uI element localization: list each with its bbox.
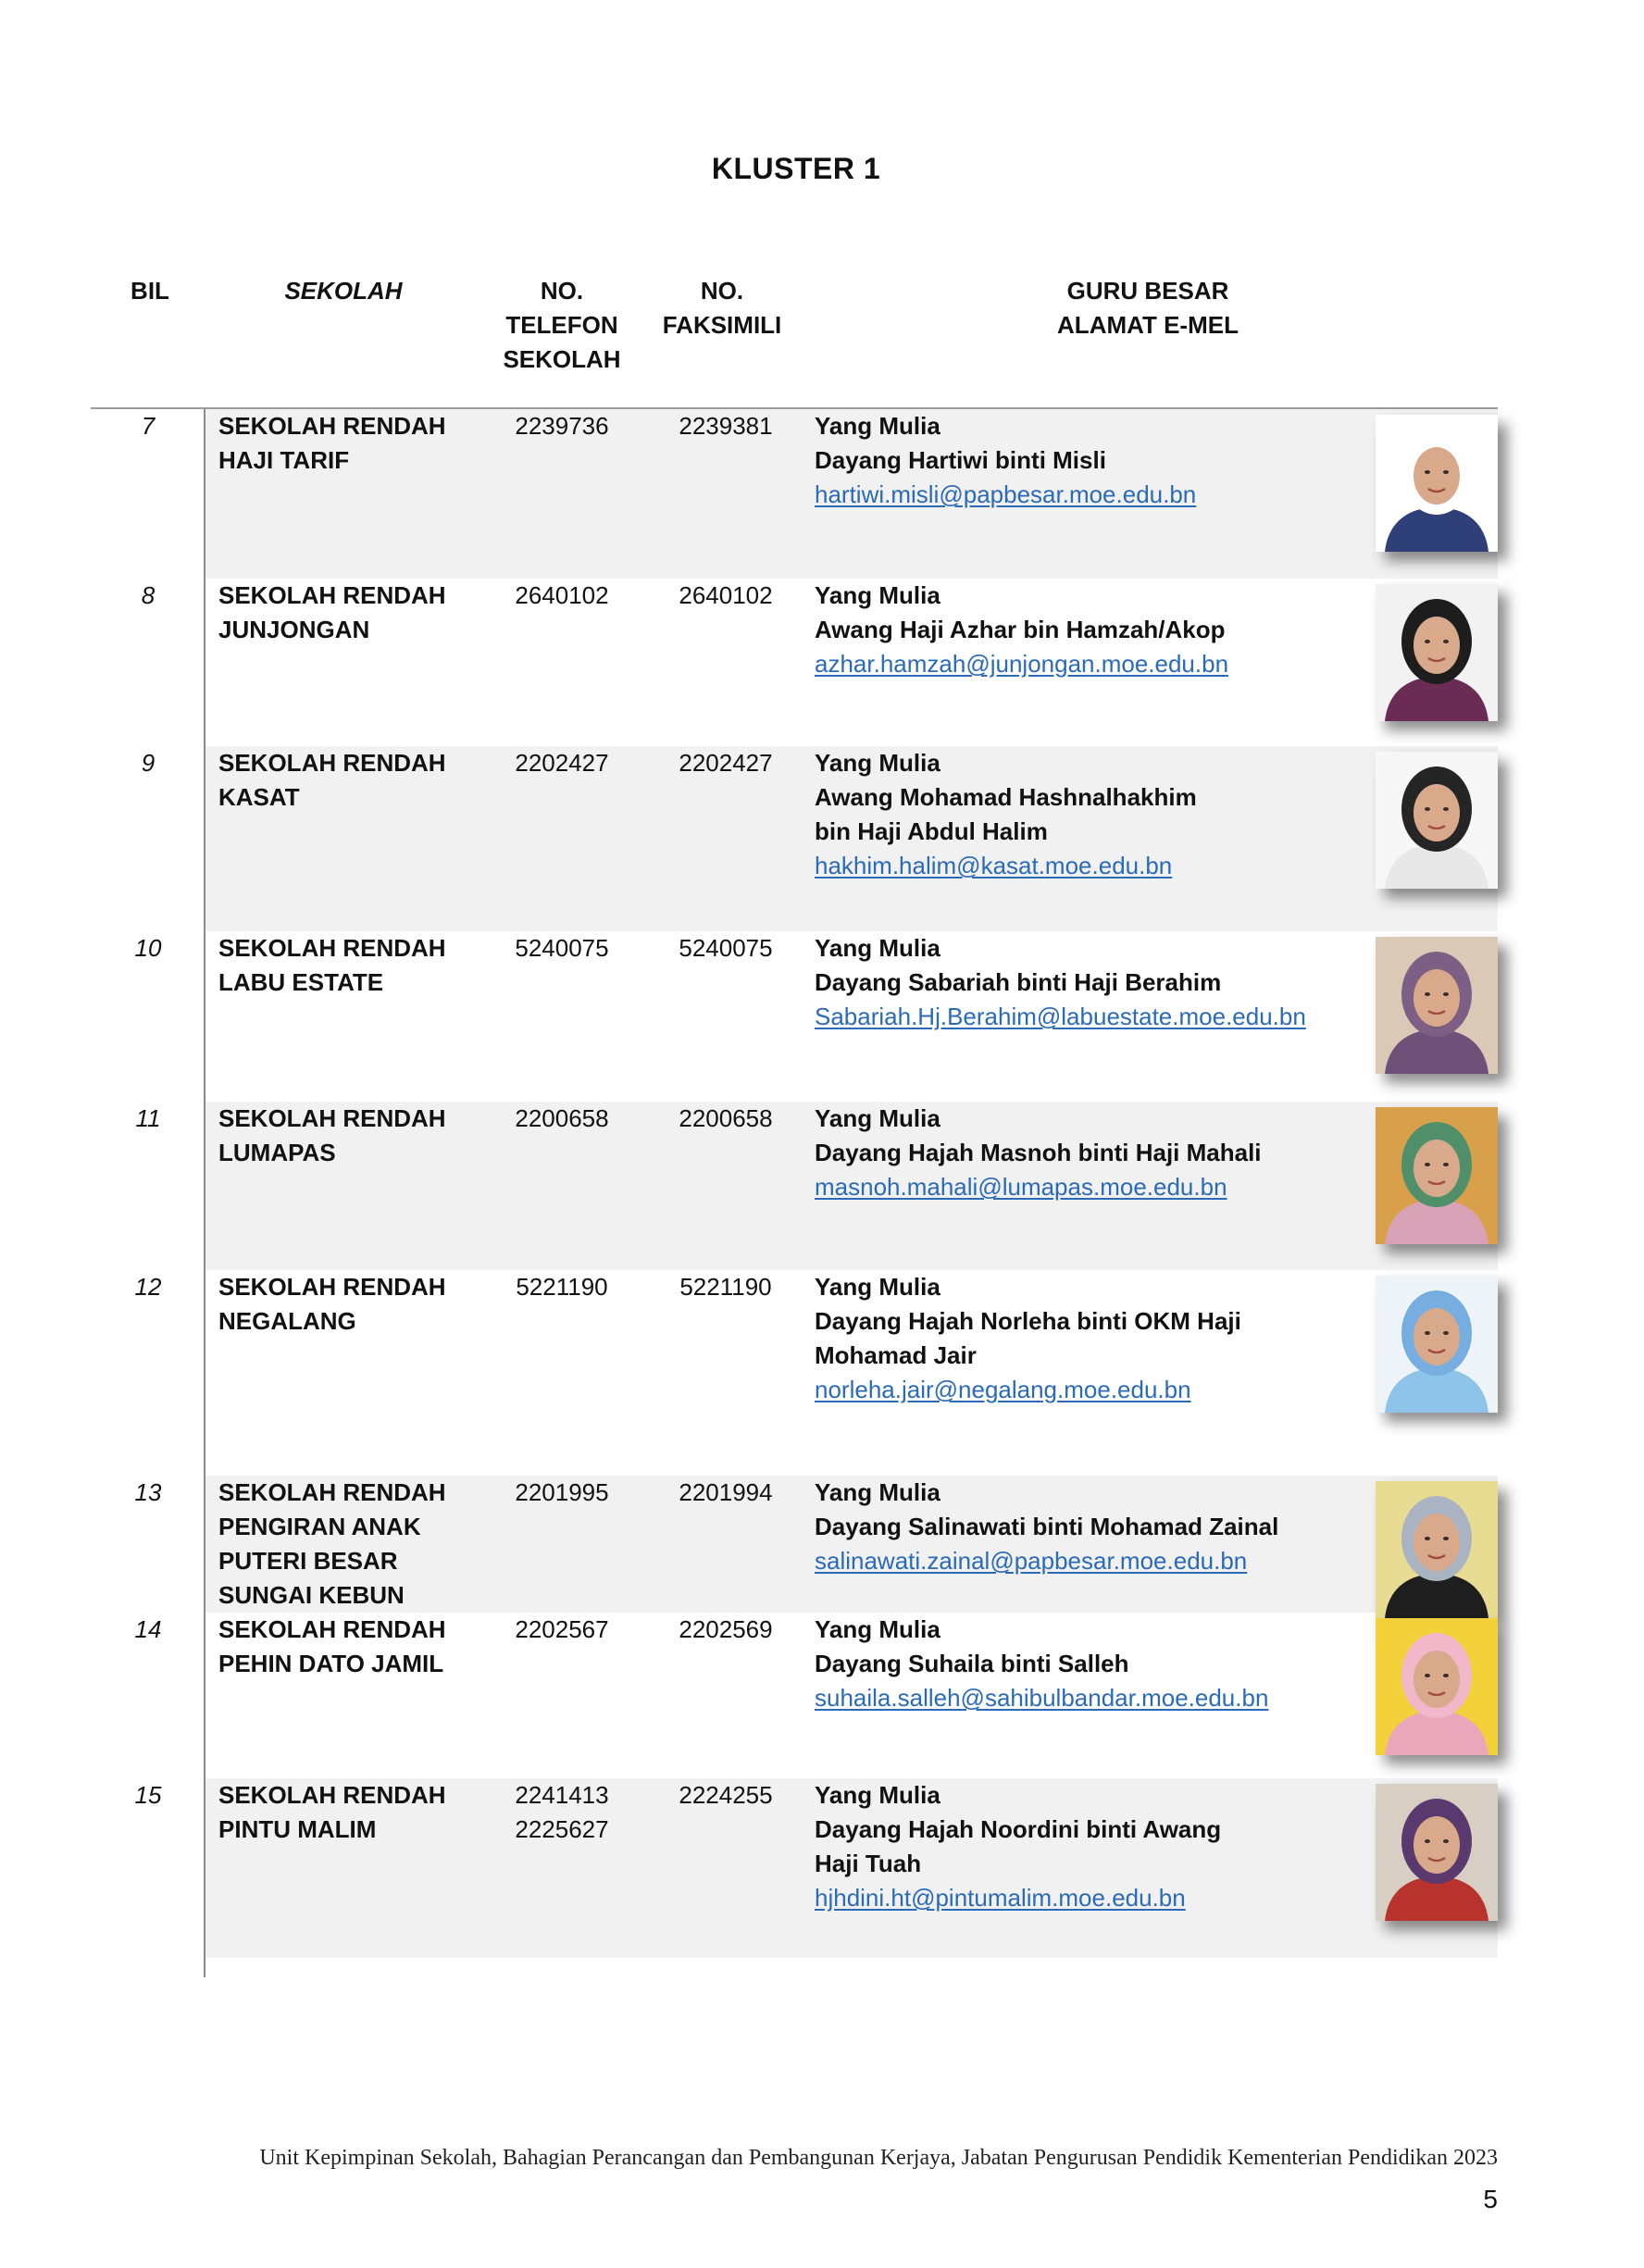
phone-line: 5240075: [515, 934, 609, 962]
fax-number: 2202569: [679, 1615, 773, 1643]
headmaster-photo: [1376, 584, 1498, 721]
table-row: [206, 1102, 1498, 1270]
headmaster-photo: [1376, 1481, 1498, 1618]
phone-line: 2202427: [515, 749, 609, 777]
row-number: 10: [134, 934, 162, 962]
school-name-line: SEKOLAH RENDAH: [218, 412, 446, 440]
portrait-image: [1376, 1107, 1498, 1244]
headmaster-photo: [1376, 1618, 1498, 1755]
phone-line: 2239736: [515, 412, 609, 440]
row-number: 11: [135, 1104, 161, 1132]
portrait-image: [1376, 752, 1498, 889]
school-name-line: SEKOLAH RENDAH: [218, 1781, 446, 1809]
school-name-line: JUNJONGAN: [218, 616, 370, 643]
phone-line: 2225627: [515, 1815, 609, 1843]
school-name-line: HAJI TARIF: [218, 446, 350, 474]
headmaster-name: Dayang Hajah Norleha binti OKM Haji: [815, 1307, 1241, 1335]
honorific: Yang Mulia: [815, 934, 940, 962]
row-number: 13: [134, 1478, 162, 1506]
row-number: 7: [141, 412, 156, 440]
headmaster-name: Dayang Hartiwi binti Misli: [815, 446, 1106, 474]
headmaster-info: [815, 1778, 1389, 1915]
fax-number: 2200658: [679, 1104, 773, 1132]
school-name-line: PENGIRAN ANAK: [218, 1513, 421, 1540]
school-name: [218, 579, 496, 647]
phone-number: [492, 1778, 631, 1847]
portrait-image: [1376, 937, 1498, 1074]
honorific: Yang Mulia: [815, 1104, 940, 1132]
school-name: [218, 1613, 496, 1681]
headmaster-info: [815, 746, 1389, 883]
fax-number: 2202427: [679, 749, 773, 777]
headmaster-info: [815, 1102, 1389, 1204]
phone-number: [492, 1270, 631, 1304]
phone-line: 2200658: [515, 1104, 609, 1132]
portrait-image: [1376, 415, 1498, 552]
portrait-image: [1376, 1481, 1498, 1618]
headmaster-name: Dayang Hajah Noordini binti Awang: [815, 1815, 1222, 1843]
school-name: [218, 1270, 496, 1339]
headmaster-info: [815, 1613, 1389, 1715]
header-guru-besar: [815, 274, 1481, 343]
headmaster-photo: [1376, 752, 1498, 889]
headmaster-photo: [1376, 937, 1498, 1074]
headmaster-info: [815, 579, 1389, 681]
school-name: [218, 931, 496, 1000]
school-name-line: SUNGAI KEBUN: [218, 1581, 405, 1609]
school-name-line: PEHIN DATO JAMIL: [218, 1650, 444, 1677]
school-name-line: PUTERI BESAR: [218, 1547, 398, 1575]
row-number: 14: [134, 1615, 162, 1643]
school-name-line: SEKOLAH RENDAH: [218, 1273, 446, 1301]
email-link[interactable]: hartiwi.misli@papbesar.moe.edu.bn: [815, 480, 1197, 508]
phone-line: 2640102: [515, 581, 609, 609]
header-sekolah: SEKOLAH: [284, 277, 403, 305]
fax-number: 2201994: [679, 1478, 773, 1506]
portrait-image: [1376, 1618, 1498, 1755]
headmaster-name: Dayang Hajah Masnoh binti Haji Mahali: [815, 1139, 1262, 1166]
phone-number: [492, 1476, 631, 1510]
header-telefon-line: SEKOLAH: [503, 345, 621, 373]
fax-number: 2224255: [679, 1781, 773, 1809]
headmaster-photo: [1376, 415, 1498, 552]
phone-line: 5221190: [516, 1273, 608, 1301]
school-name: [218, 1778, 496, 1847]
headmaster-name: Haji Tuah: [815, 1850, 922, 1877]
honorific: Yang Mulia: [815, 412, 940, 440]
school-name-line: NEGALANG: [218, 1307, 356, 1335]
row-number: 15: [134, 1781, 162, 1809]
page-footer: Unit Kepimpinan Sekolah, Bahagian Perancangan dan Pembangunan Kerjaya, Jabatan Pengurusan Pendidik Kementerian Pendidikan 2023: [259, 2146, 1498, 2170]
phone-number: [492, 1613, 631, 1647]
header-faksimili-line: FAKSIMILI: [662, 311, 782, 339]
headmaster-info: [815, 931, 1389, 1034]
headmaster-photo: [1376, 1107, 1498, 1244]
school-name-line: PINTU MALIM: [218, 1815, 377, 1843]
honorific: Yang Mulia: [815, 581, 940, 609]
email-link[interactable]: hjhdini.ht@pintumalim.moe.edu.bn: [815, 1884, 1186, 1912]
table-row: [206, 1778, 1498, 1958]
header-bil: BIL: [131, 277, 169, 305]
fax-number: 5221190: [679, 1273, 772, 1301]
row-number: 12: [134, 1273, 162, 1301]
honorific: Yang Mulia: [815, 1478, 940, 1506]
page-title: KLUSTER 1: [711, 152, 881, 185]
headmaster-name: Dayang Suhaila binti Salleh: [815, 1650, 1129, 1677]
headmaster-name: Awang Haji Azhar bin Hamzah/Akop: [815, 616, 1226, 643]
portrait-image: [1376, 1276, 1498, 1413]
headmaster-info: [815, 1476, 1389, 1578]
headmaster-name: Dayang Sabariah binti Haji Berahim: [815, 968, 1222, 996]
row-number: 8: [141, 581, 156, 609]
phone-line: 2241413: [515, 1781, 609, 1809]
headmaster-name: Awang Mohamad Hashnalhakhim: [815, 783, 1197, 811]
school-name-line: LABU ESTATE: [218, 968, 384, 996]
header-guru-line: ALAMAT E-MEL: [1057, 311, 1239, 339]
header-faksimili: [650, 274, 794, 343]
table-row: [206, 1613, 1498, 1778]
headmaster-photo: [1376, 1784, 1498, 1921]
school-name-line: LUMAPAS: [218, 1139, 336, 1166]
portrait-image: [1376, 584, 1498, 721]
header-guru-line: GURU BESAR: [1066, 277, 1229, 305]
email-link[interactable]: azhar.hamzah@junjongan.moe.edu.bn: [815, 650, 1229, 678]
school-name-line: SEKOLAH RENDAH: [218, 1478, 446, 1506]
table-row: [206, 409, 1498, 579]
email-link[interactable]: suhaila.salleh@sahibulbandar.moe.edu.bn: [815, 1684, 1269, 1712]
email-link[interactable]: salinawati.zainal@papbesar.moe.edu.bn: [815, 1547, 1248, 1575]
table-row: [206, 931, 1498, 1102]
header-faksimili-line: NO.: [700, 277, 744, 305]
honorific: Yang Mulia: [815, 749, 940, 777]
fax-number: 2239381: [679, 412, 773, 440]
school-name-line: SEKOLAH RENDAH: [218, 749, 446, 777]
fax-number: 5240075: [679, 934, 773, 962]
honorific: Yang Mulia: [815, 1781, 940, 1809]
headmaster-photo: [1376, 1276, 1498, 1413]
school-name-line: SEKOLAH RENDAH: [218, 581, 446, 609]
phone-number: [492, 746, 631, 780]
phone-number: [492, 931, 631, 966]
header-telefon-line: TELEFON: [505, 311, 618, 339]
school-name: [218, 1102, 496, 1170]
school-name-line: SEKOLAH RENDAH: [218, 1615, 446, 1643]
school-name: [218, 409, 496, 478]
table-left-rule: [204, 409, 206, 1977]
table-row: [206, 1270, 1498, 1476]
school-name-line: SEKOLAH RENDAH: [218, 1104, 446, 1132]
fax-number: 2640102: [679, 581, 773, 609]
email-link[interactable]: hakhim.halim@kasat.moe.edu.bn: [815, 852, 1173, 879]
headmaster-name: bin Haji Abdul Halim: [815, 817, 1048, 845]
row-number: 9: [141, 749, 156, 777]
phone-line: 2201995: [515, 1478, 609, 1506]
table-row: [206, 579, 1498, 746]
school-name-line: KASAT: [218, 783, 300, 811]
headmaster-info: [815, 1270, 1389, 1407]
email-link[interactable]: Sabariah.Hj.Berahim@labuestate.moe.edu.bn: [815, 1003, 1306, 1030]
page-number: 5: [1483, 2185, 1498, 2213]
header-telefon-line: NO.: [540, 277, 584, 305]
school-name: [218, 1476, 496, 1613]
phone-line: 2202567: [515, 1615, 609, 1643]
portrait-image: [1376, 1784, 1498, 1921]
table-row: [206, 1476, 1498, 1613]
honorific: Yang Mulia: [815, 1615, 940, 1643]
headmaster-info: [815, 409, 1389, 512]
school-name: [218, 746, 496, 815]
phone-number: [492, 579, 631, 613]
honorific: Yang Mulia: [815, 1273, 940, 1301]
phone-number: [492, 409, 631, 443]
phone-number: [492, 1102, 631, 1136]
email-link[interactable]: norleha.jair@negalang.moe.edu.bn: [815, 1376, 1191, 1403]
school-name-line: SEKOLAH RENDAH: [218, 934, 446, 962]
header-telefon: [492, 274, 631, 377]
table-row: [206, 746, 1498, 931]
email-link[interactable]: masnoh.mahali@lumapas.moe.edu.bn: [815, 1173, 1227, 1201]
headmaster-name: Dayang Salinawati binti Mohamad Zainal: [815, 1513, 1279, 1540]
headmaster-name: Mohamad Jair: [815, 1341, 977, 1369]
